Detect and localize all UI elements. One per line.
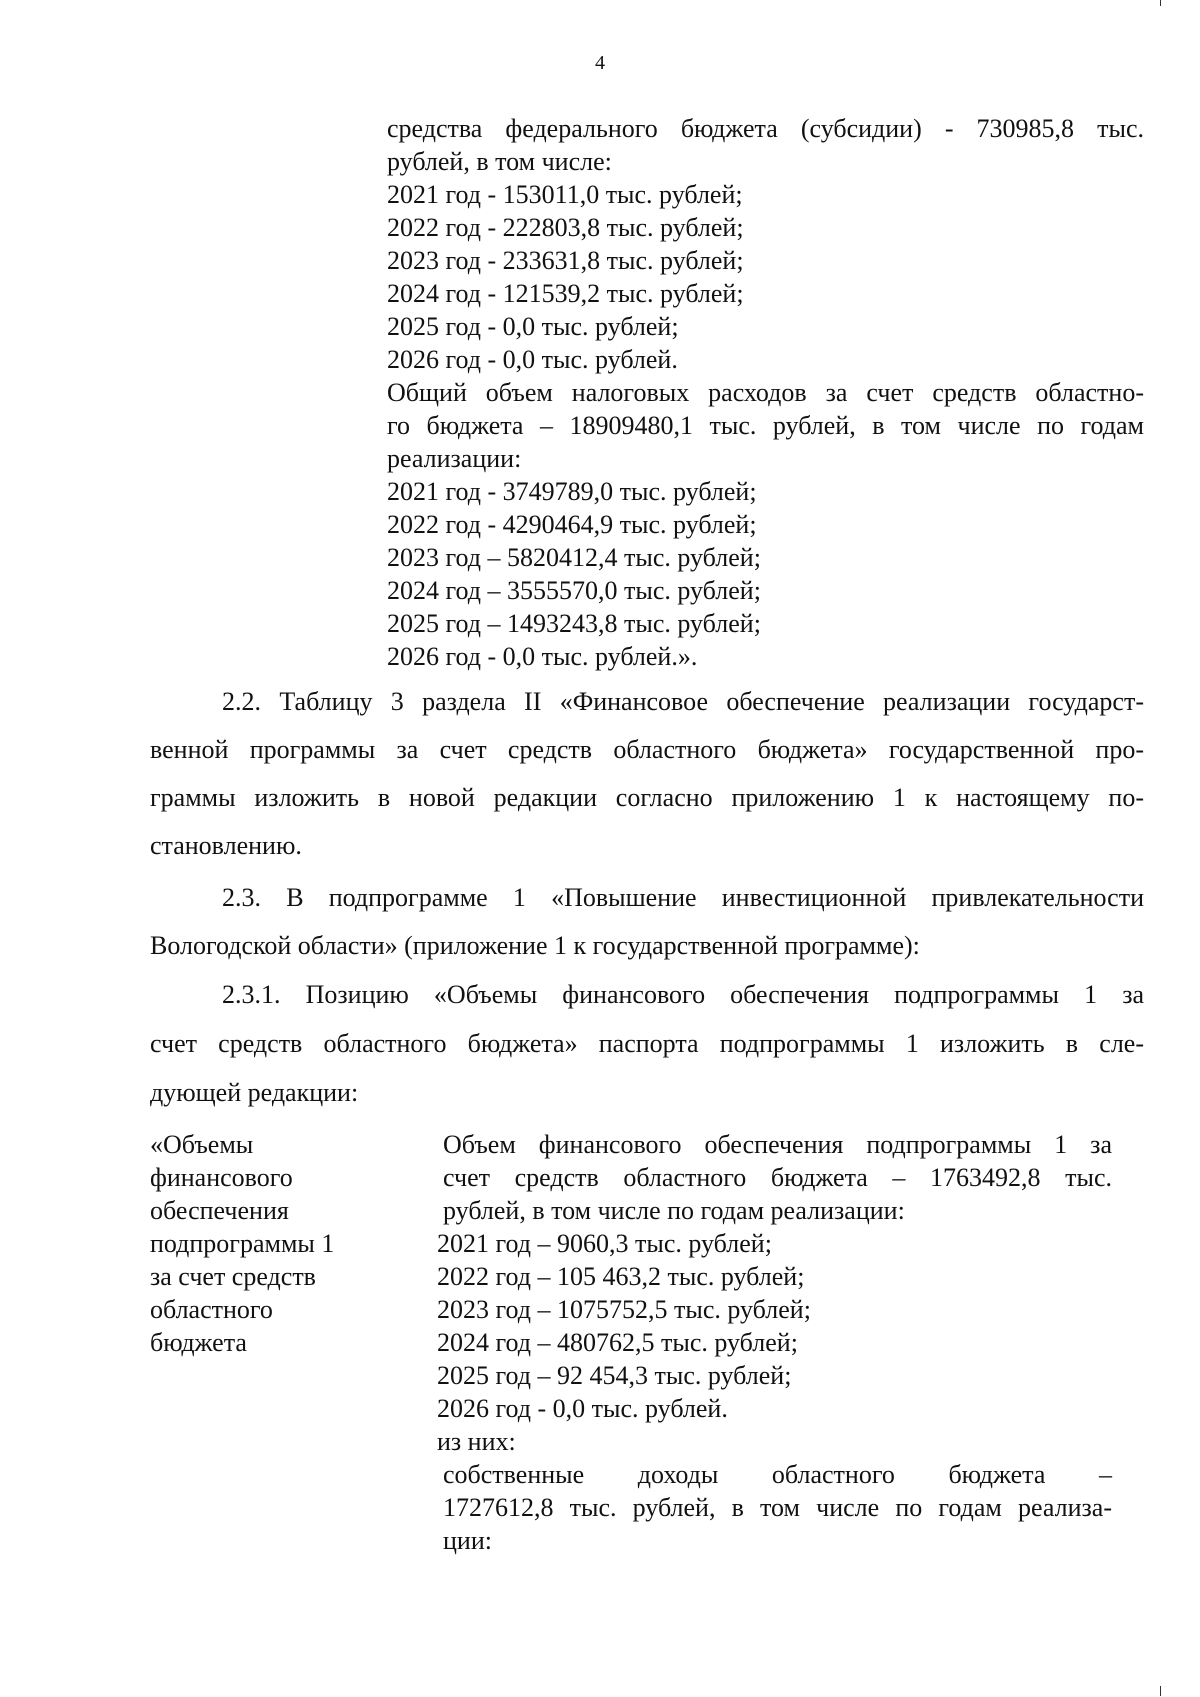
tax-year-2022: 2022 год - 4290464,9 тыс. рублей; — [387, 510, 757, 539]
tax-intro-line-3: реализации: — [387, 444, 522, 473]
federal-year-2026: 2026 год - 0,0 тыс. рублей. — [387, 345, 678, 374]
passport-year-2024: 2024 год – 480762,5 тыс. рублей; — [437, 1328, 798, 1357]
passport-label-line-1: «Объемы — [150, 1130, 254, 1159]
passport-label-line-4: подпрограммы 1 — [150, 1229, 335, 1258]
para-2-3-1-line-3: дующей редакции: — [150, 1078, 359, 1107]
tax-year-2025: 2025 год – 1493243,8 тыс. рублей; — [387, 609, 761, 638]
passport-own-line-3: ции: — [443, 1526, 492, 1555]
federal-intro-line-1: средства федерального бюджета (субсидии) - 730985,8 тыс. — [387, 114, 1144, 143]
passport-own-line-2: 1727612,8 тыс. рублей, в том числе по годам реализа- — [443, 1493, 1112, 1522]
para-2-2-line-3: граммы изложить в новой редакции согласно приложению 1 к настоящему по- — [150, 783, 1144, 812]
passport-year-2021: 2021 год – 9060,3 тыс. рублей; — [437, 1229, 772, 1258]
tax-intro-line-1: Общий объем налоговых расходов за счет средств областно- — [387, 378, 1144, 407]
passport-of-them: из них: — [437, 1427, 516, 1456]
passport-label-line-6: областного — [150, 1295, 273, 1324]
scan-artifact-bottom — [1160, 1686, 1161, 1696]
passport-label-line-5: за счет средств — [150, 1262, 316, 1291]
federal-intro-line-2: рублей, в том числе: — [387, 147, 612, 176]
federal-year-2023: 2023 год - 233631,8 тыс. рублей; — [387, 246, 744, 275]
para-2-2-line-4: становлению. — [150, 831, 302, 860]
federal-year-2021: 2021 год - 153011,0 тыс. рублей; — [387, 180, 743, 209]
page-number: 4 — [595, 52, 605, 74]
para-2-3-line-1: 2.3. В подпрограмме 1 «Повышение инвестиционной привлекательности — [222, 883, 1144, 912]
para-2-3-1-line-1: 2.3.1. Позицию «Объемы финансового обеспечения подпрограммы 1 за — [222, 980, 1144, 1009]
tax-year-2026: 2026 год - 0,0 тыс. рублей.». — [387, 642, 698, 671]
federal-year-2025: 2025 год - 0,0 тыс. рублей; — [387, 312, 679, 341]
passport-value-intro-1: Объем финансового обеспечения подпрограммы 1 за — [443, 1130, 1112, 1159]
para-2-3-1-line-2: счет средств областного бюджета» паспорта подпрограммы 1 изложить в сле- — [150, 1029, 1144, 1058]
passport-year-2026: 2026 год - 0,0 тыс. рублей. — [437, 1394, 728, 1423]
tax-year-2021: 2021 год - 3749789,0 тыс. рублей; — [387, 477, 757, 506]
passport-label-line-3: обеспечения — [150, 1196, 289, 1225]
para-2-2-line-2: венной программы за счет средств областного бюджета» государственной про- — [150, 735, 1144, 764]
passport-year-2025: 2025 год – 92 454,3 тыс. рублей; — [437, 1361, 792, 1390]
passport-value-intro-2: счет средств областного бюджета – 1763492,8 тыс. — [443, 1163, 1112, 1192]
passport-year-2023: 2023 год – 1075752,5 тыс. рублей; — [437, 1295, 811, 1324]
passport-label-line-7: бюджета — [150, 1328, 247, 1357]
para-2-3-line-2: Вологодской области» (приложение 1 к государственной программе): — [150, 931, 920, 960]
scan-artifact-top — [1160, 0, 1161, 6]
tax-year-2024: 2024 год – 3555570,0 тыс. рублей; — [387, 576, 761, 605]
federal-year-2022: 2022 год - 222803,8 тыс. рублей; — [387, 213, 744, 242]
passport-value-intro-3: рублей, в том числе по годам реализации: — [443, 1196, 905, 1225]
tax-intro-line-2: го бюджета – 18909480,1 тыс. рублей, в том числе по годам — [387, 411, 1144, 440]
passport-label-line-2: финансового — [150, 1163, 293, 1192]
passport-year-2022: 2022 год – 105 463,2 тыс. рублей; — [437, 1262, 805, 1291]
federal-year-2024: 2024 год - 121539,2 тыс. рублей; — [387, 279, 744, 308]
tax-year-2023: 2023 год – 5820412,4 тыс. рублей; — [387, 543, 761, 572]
passport-own-line-1: собственные доходы областного бюджета – — [443, 1460, 1112, 1489]
para-2-2-line-1: 2.2. Таблицу 3 раздела II «Финансовое обеспечение реализации государст- — [222, 687, 1144, 716]
